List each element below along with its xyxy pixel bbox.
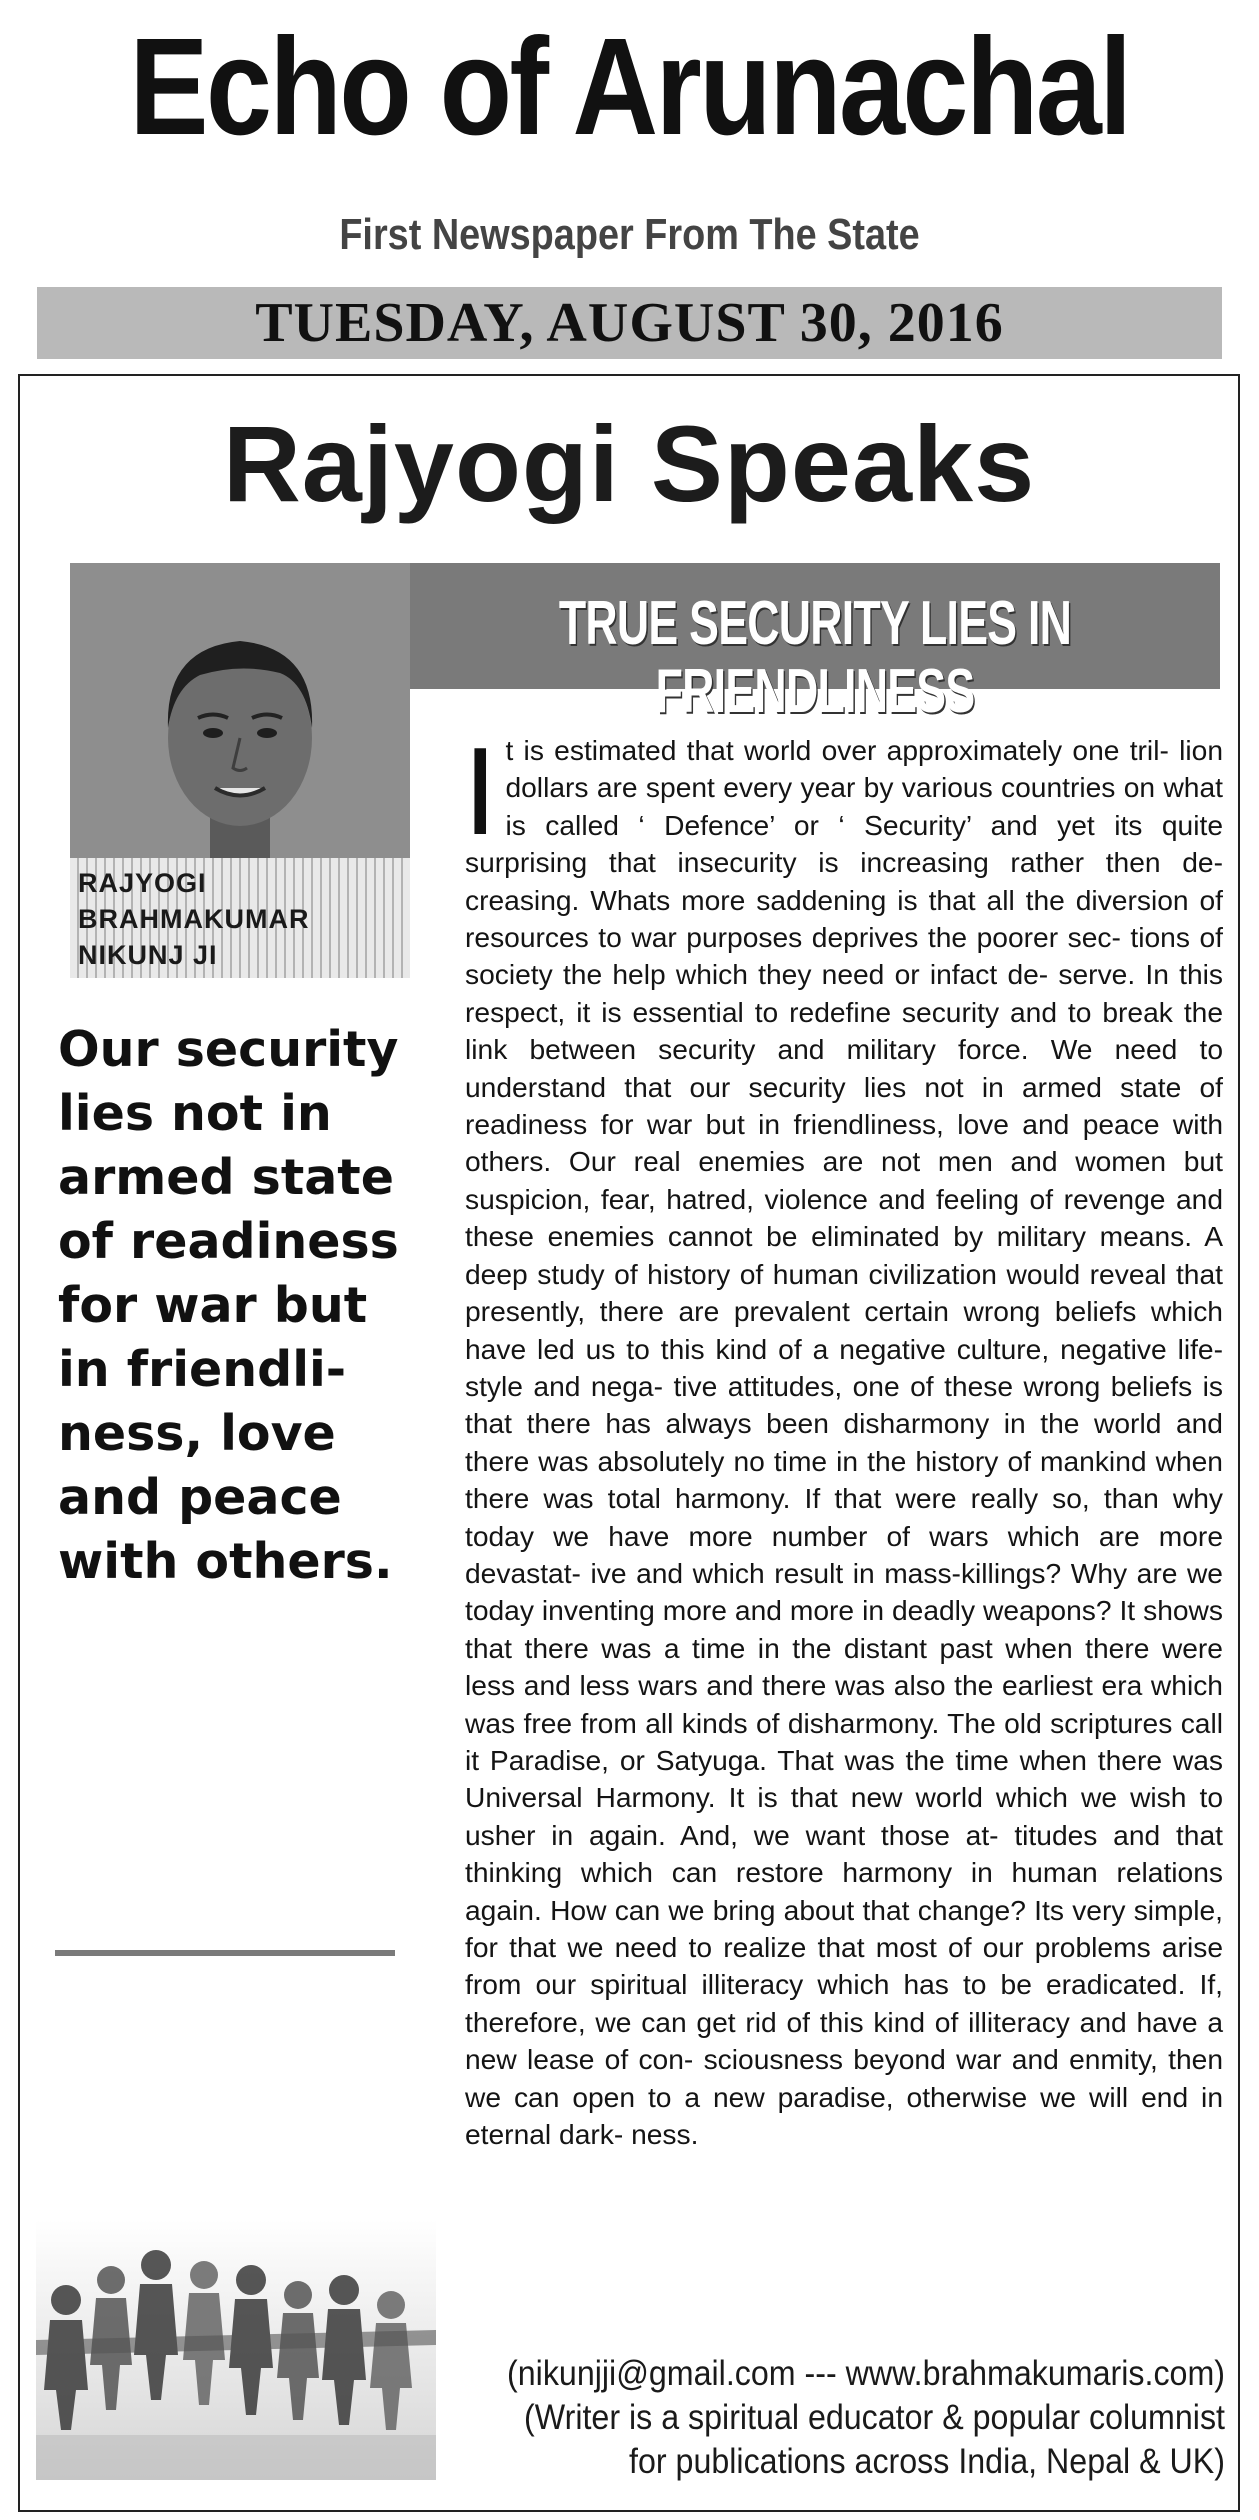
byline-line-3: NIKUNJ JI [78, 940, 218, 970]
people-chain-illustration [36, 2220, 436, 2485]
article-body-text: t is estimated that world over approximately one tril- lion dollars are spent every year by various countries on what is called ‘ Defence’ or ‘ Security’ and yet its quite surprising that insecurity is increasing rather then de- creasing. Whats more saddening is that all the diversion of resources to war purposes deprives the poorer sec- tions of society the help which they need or infact de- serve. In this respect, it is essential to redefine security and to break the link between security and military force. We need to understand that our security lies not in armed state of readiness for war but in friendliness, love and peace with others. Our real enemies are not men and women but suspicion, fear, hatred, violence and feeling of revenge and these enemies cannot be eliminated by military means. A deep study of history of human civilization would reveal that presently, there are prevalent certain wrong beliefs which have led us to this kind of a negative culture, negative life-style and nega- tive attitudes, one of these wrong beliefs is that there has always been disharmony in the world and there was absolutely no time in the history of mankind when there was total harmony. If that were really so, than why today we have more number of wars which are more devastat- ive and which result in mass-killings? Why are we today inventing more and more in deadly weapons? It shows that there was a time in the distant past when there were less and less wars and there was also the earliest era which was free from all kinds of disharmony. The old scriptures call it Paradise, or Satyuga. That was the time when there was Universal Harmony. It is that new world which we wish to usher in again. And, we want those at- titudes and that thinking which can restore harmony in human relations again. How can we bring about that change? Its very simple, for that we need to realize that most of our problems arise from our spiritual illiteracy which has to be eradicated. If, therefore, we can get rid of this kind of illiteracy and have a new lease of con- sciousness beyond war and enmity, then we can open to a new paradise, otherwise we will end in eternal dark- ness. [465, 734, 1223, 2151]
byline-line-2: BRAHMAKUMAR [78, 904, 310, 934]
author-contact: (nikunjji@gmail.com --- www.brahmakumaris.com) [507, 2354, 1225, 2393]
author-bio-line-2: for publications across India, Nepal & UK) [629, 2442, 1225, 2481]
article-headline: TRUE SECURITY LIES IN FRIENDLINESS [558, 589, 1072, 727]
newspaper-title: Echo of Arunachal [129, 10, 1130, 164]
drop-cap: I [463, 723, 498, 861]
author-footer [503, 2352, 1225, 2484]
newspaper-tagline: First Newspaper From The State [339, 210, 920, 259]
article-body [463, 723, 1223, 2153]
byline-line-1: RAJYOGI [78, 868, 207, 898]
publication-date: TUESDAY, AUGUST 30, 2016 [37, 287, 1222, 359]
column-title: Rajyogi Speaks [222, 403, 1036, 524]
pull-quote: Our security lies not in armed state of readiness for war but in friendli- ness, love and peace with others. [58, 1021, 399, 1590]
pull-quote-rule [55, 1950, 395, 1956]
author-bio-line-1: (Writer is a spiritual educator & popular columnist [524, 2398, 1225, 2437]
author-byline [70, 858, 410, 978]
